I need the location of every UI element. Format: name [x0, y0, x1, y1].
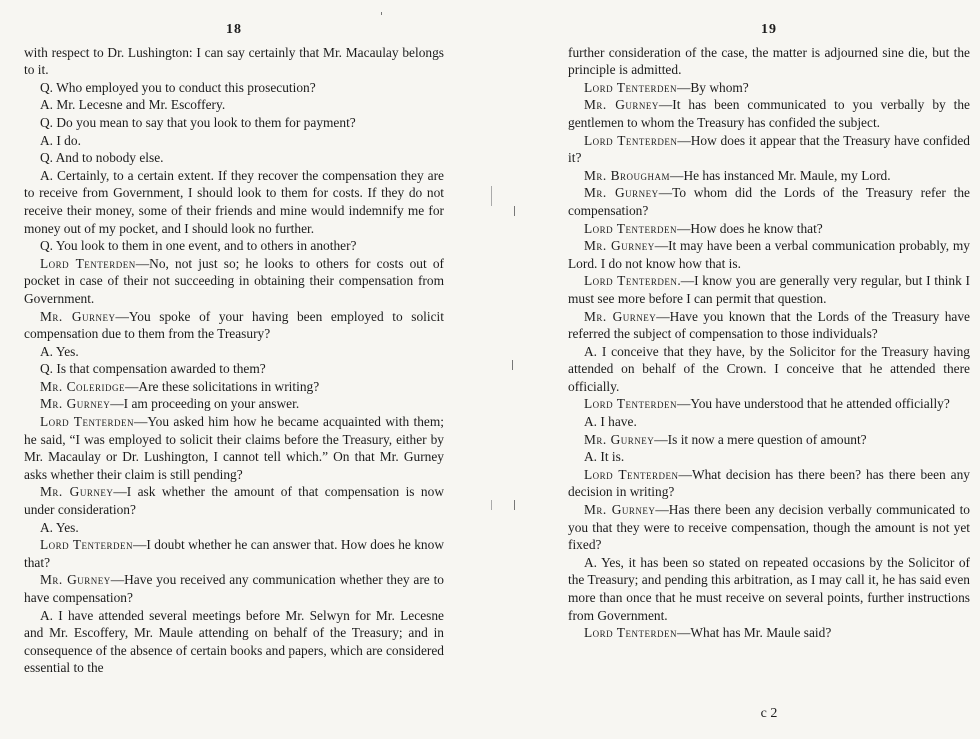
paragraph-text: A. Yes. [40, 519, 79, 535]
speaker-name: Mr. Gurney [40, 396, 111, 412]
paragraph [24, 149, 444, 167]
paragraph [568, 308, 970, 343]
speaker-name: Mr. Gurney [584, 185, 659, 201]
paragraph [24, 536, 444, 571]
paragraph [24, 607, 444, 677]
speaker-name: Mr. Coleridge [40, 378, 126, 394]
paragraph [568, 132, 970, 167]
paragraph-text: A. I do. [40, 132, 81, 148]
speaker-name: Lord Tenterden [40, 537, 134, 553]
speaker-name: Mr. Gurney [40, 484, 114, 500]
paragraph [568, 466, 970, 501]
paragraph-text: —I doubt whether he can answer that. How does he know that? [24, 537, 444, 570]
paragraph-text: A. I conceive that they have, by the Solicitor for the Treasury having attended on behalf of the Crown. I conceive that he attended there officially. [568, 343, 970, 394]
paragraph [24, 44, 444, 79]
speaker-name: Mr. Gurney [40, 308, 116, 324]
paragraph [24, 308, 444, 343]
speaker-name: Mr. Gurney [40, 572, 111, 588]
paragraph [568, 79, 970, 97]
paragraph [24, 360, 444, 378]
paragraph [24, 519, 444, 537]
speaker-name: Mr. Gurney [584, 238, 655, 254]
paragraph-text: further consideration of the case, the matter is adjourned sine die, but the principle is admitted. [568, 44, 970, 78]
paragraph [24, 167, 444, 237]
paragraph-text: with respect to Dr. Lushington: I can say certainly that Mr. Macaulay belongs to it. [24, 44, 444, 78]
paragraph [568, 413, 970, 431]
paragraph [24, 483, 444, 518]
speaker-name: Lord Tenterden [584, 273, 678, 289]
paragraph [24, 378, 444, 396]
paragraph-text: Q. And to nobody else. [40, 150, 164, 166]
page-number: 18 [226, 22, 242, 37]
speaker-name: Lord Tenterden [40, 414, 134, 430]
signature-mark: c 2 [760, 706, 778, 721]
paragraph-text: —How does it appear that the Treasury have confided it? [568, 132, 970, 166]
speaker-name: Lord Tenterden [584, 466, 679, 482]
paragraph [24, 114, 444, 132]
paragraph [24, 132, 444, 150]
page-number: 19 [761, 22, 777, 37]
paragraph [568, 220, 970, 238]
paragraph [24, 237, 444, 255]
paragraph [568, 624, 970, 642]
speaker-name: Lord Tenterden [584, 396, 677, 412]
paragraph-text: .—I know you are generally very regular, but I think I must see more before I can permit that question. [568, 273, 970, 306]
paragraph [24, 79, 444, 97]
paragraph [568, 96, 970, 131]
paragraph [568, 184, 970, 219]
paragraph-text: A. I have attended several meetings before Mr. Selwyn for Mr. Lecesne and Mr. Escoffery, Mr. Maule attending on behalf of the Treasury; and in consequence of the absence of certain books and papers, which are considered essential to the [24, 607, 444, 676]
paragraph-text: —By whom? [676, 79, 749, 95]
paragraph-text: Q. Do you mean to say that you look to them for payment? [40, 114, 356, 130]
paragraph-text: —To whom did the Lords of the Treasury refer the compensation? [568, 185, 970, 218]
paragraph-text: —I ask whether the amount of that compensation is now under consideration? [24, 484, 444, 518]
paragraph-text: —Have you received any communication whether they are to have compensation? [24, 572, 444, 605]
speaker-name: Mr. Brougham [584, 167, 671, 183]
speaker-name: Mr. Gurney [584, 502, 656, 518]
paragraph-text: —Are these solicitations in writing? [125, 378, 320, 394]
paragraph [568, 343, 970, 396]
left-page [24, 0, 444, 677]
paragraph [24, 395, 444, 413]
paragraph-text: —I am proceeding on your answer. [110, 396, 300, 412]
paragraph-text: A. Yes. [40, 343, 79, 359]
paragraph [568, 554, 970, 624]
speaker-name: Lord Tenterden [584, 132, 678, 148]
paragraph [568, 237, 970, 272]
speaker-name: Mr. Gurney [584, 97, 659, 113]
paragraph [24, 343, 444, 361]
speaker-name: Mr. Gurney [584, 431, 655, 447]
speaker-name: Lord Tenterden [584, 79, 677, 95]
paragraph-text: Q. Who employed you to conduct this prosecution? [40, 79, 316, 95]
right-page [568, 0, 971, 721]
paragraph-text: —Is it now a mere question of amount? [654, 431, 867, 447]
paragraph [568, 431, 970, 449]
page-body [568, 44, 970, 642]
paragraph [568, 44, 970, 79]
paragraph [24, 96, 444, 114]
paragraph-text: —You have understood that he attended officially? [676, 396, 950, 412]
paragraph [568, 448, 970, 466]
paragraph-text: A. It is. [584, 449, 625, 465]
page-body [24, 44, 444, 677]
paragraph-text: —He has instanced Mr. Maule, my Lord. [670, 167, 891, 183]
paragraph [568, 395, 970, 413]
paragraph-text: —Has there been any decision verbally communicated to you that they were to receive compensation, though the amount is not yet fixed? [568, 502, 971, 553]
paragraph-text: —Have you known that the Lords of the Treasury have referred the subject of compensation to those individuals? [568, 308, 970, 342]
paragraph-text: A. Mr. Lecesne and Mr. Escoffery. [40, 97, 226, 113]
paragraph-text: —What decision has there been? has there been any decision in writing? [568, 466, 970, 500]
speaker-name: Lord Tenterden [584, 220, 677, 236]
paragraph-text: A. Yes, it has been so stated on repeated occasions by the Solicitor of the Treasury; and pending this arbitration, as I may call it, he has said even more than once that he must receive on several points, further instructions from Government. [568, 554, 970, 623]
paragraph-text: —No, not just so; he looks to others for costs out of pocket in case of their not succeeding in obtaining their compensation from Government. [24, 255, 444, 306]
speaker-name: Mr. Gurney [584, 308, 657, 324]
paragraph-text: —How does he know that? [676, 220, 823, 236]
paragraph-text: Q. You look to them in one event, and to others in another? [40, 238, 357, 254]
speaker-name: Lord Tenterden [584, 625, 677, 641]
paragraph [24, 255, 444, 308]
paragraph-text: —It may have been a verbal communication probably, my Lord. I do not know how that is. [568, 238, 970, 271]
paragraph-text: —You spoke of your having been employed to solicit compensation due to them from the Treasury? [24, 308, 444, 342]
paragraph-text: —What has Mr. Maule said? [676, 625, 832, 641]
paragraph [568, 272, 970, 307]
paragraph-text: A. I have. [584, 414, 637, 430]
paragraph-text: —It has been communicated to you verbally by the gentlemen to whom the Treasury has confided the subject. [568, 97, 970, 130]
paragraph [24, 571, 444, 606]
paragraph [568, 501, 970, 554]
paragraph-text: Q. Is that compensation awarded to them? [40, 361, 266, 377]
paragraph-text: —You asked him how he became acquainted with them; he said, “I was employed to solicit their claims before the Treasury, either by Mr. Macaulay or Dr. Lushington, I cannot tell which.” On that Mr. Gurney asks whether their claim is still pending? [24, 414, 444, 482]
speaker-name: Lord Tenterden [40, 255, 136, 271]
paragraph [24, 413, 444, 483]
paragraph [568, 167, 970, 185]
paragraph-text: A. Certainly, to a certain extent. If they recover the compensation they are to receive from Government, I should look to them for costs. If they do not receive their money, some of their friends and mine would indemnify me for money out of my pocket, and I should look no further. [24, 167, 444, 236]
